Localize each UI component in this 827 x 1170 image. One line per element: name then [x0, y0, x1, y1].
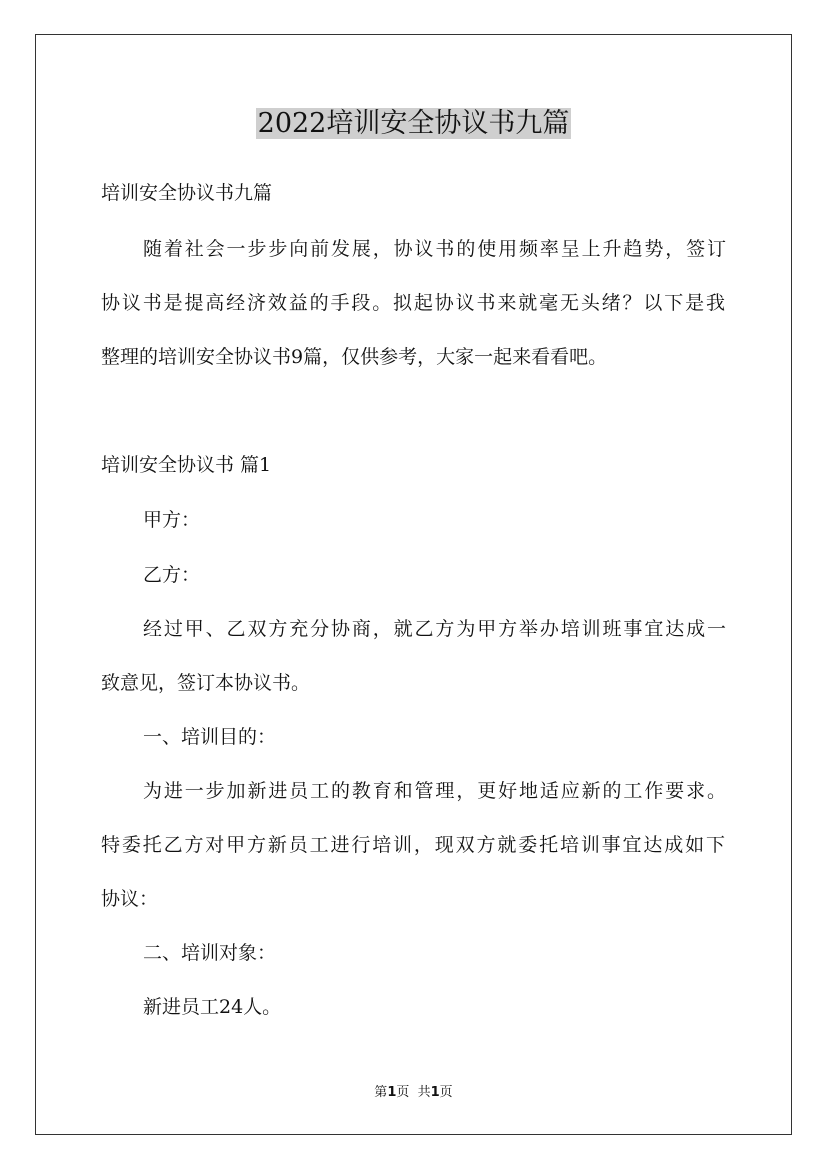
footer-page-prefix: 第: [374, 1085, 388, 1100]
page-footer: [0, 1084, 827, 1102]
item-2-heading: 二、培训对象：: [143, 942, 277, 964]
footer-page-total: 1: [430, 1085, 440, 1100]
document-subtitle: 培训安全协议书九篇: [101, 182, 273, 204]
item-1-line-2: 特委托乙方对甲方新员工进行培训，现双方就委托培训事宜达成如下: [101, 834, 725, 856]
intro-line-2: 协议书是提高经济效益的手段。拟起协议书来就毫无头绪？以下是我: [101, 292, 725, 314]
party-b-label: 乙方：: [143, 564, 201, 586]
paragraph-1-line-1: 经过甲、乙双方充分协商，就乙方为甲方举办培训班事宜达成一: [143, 618, 726, 640]
intro-line-3: 整理的培训安全协议书9篇，仅供参考，大家一起来看看吧。: [101, 346, 608, 368]
footer-page-current: 1: [387, 1085, 397, 1100]
item-1-line-1: 为进一步加新进员工的教育和管理，更好地适应新的工作要求。: [143, 780, 726, 802]
section-heading: 培训安全协议书 篇1: [101, 454, 272, 476]
document-title-text: 2022培训安全协议书九篇: [257, 108, 570, 139]
party-a-label: 甲方：: [143, 509, 201, 531]
item-1-heading: 一、培训目的：: [143, 726, 277, 748]
intro-line-1: 随着社会一步步向前发展，协议书的使用频率呈上升趋势，签订: [143, 238, 726, 260]
footer-page-suffix: 页: [439, 1085, 453, 1100]
document-title: [0, 104, 827, 144]
item-2-text: 新进员工24人。: [143, 996, 282, 1018]
item-1-line-3: 协议：: [101, 888, 159, 910]
paragraph-1-line-2: 致意见，签订本协议书。: [101, 672, 311, 694]
footer-page-mid: 页 共: [396, 1085, 431, 1100]
